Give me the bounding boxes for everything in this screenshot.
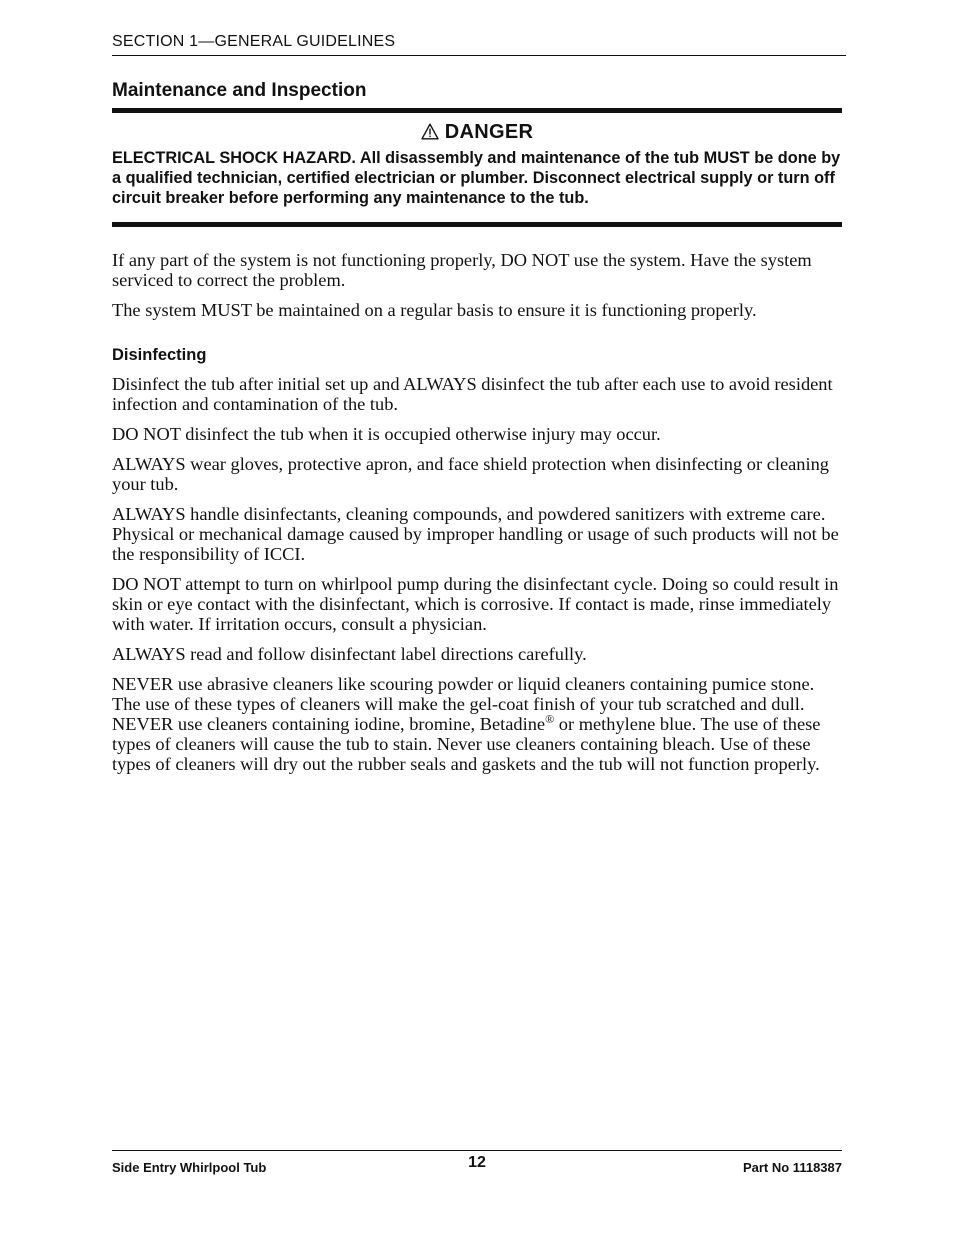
- intro-paragraph: If any part of the system is not functioning properly, DO NOT use the system. Have the system serviced to correct the problem.: [112, 250, 812, 290]
- warning-triangle-icon: [421, 123, 439, 140]
- footer-product-name: Side Entry Whirlpool Tub: [112, 1160, 267, 1175]
- page-footer: [112, 1150, 842, 1181]
- disinfecting-paragraph: ALWAYS read and follow disinfectant label directions carefully.: [112, 644, 587, 664]
- cleaner-warning-text-start: NEVER use abrasive cleaners like scouring powder or liquid cleaners containing pumice stone. The use of these types of cleaners will make the gel-coat finish of your tub scratched and dull. NEVER use cleaners containing iodine, bromine, Betadine: [112, 674, 815, 734]
- intro-paragraph: The system MUST be maintained on a regular basis to ensure it is functioning properly.: [112, 300, 757, 320]
- running-head: SECTION 1—GENERAL GUIDELINES: [112, 32, 846, 56]
- disinfecting-heading: Disinfecting: [112, 346, 207, 364]
- body-content: [112, 250, 842, 784]
- disinfecting-paragraph: DO NOT attempt to turn on whirlpool pump during the disinfectant cycle. Doing so could result in skin or eye contact with the disinfectant, which is corrosive. If contact is made, rinse immediately with water. If irritation occurs, consult a physician.: [112, 574, 839, 634]
- danger-heading: [112, 120, 842, 144]
- cleaner-warning-paragraph: [112, 674, 842, 774]
- disinfecting-paragraph: ALWAYS wear gloves, protective apron, and face shield protection when disinfecting or cleaning your tub.: [112, 454, 830, 494]
- footer-part-number: Part No 1118387: [742, 1160, 842, 1175]
- disinfecting-paragraph: Disinfect the tub after initial set up and ALWAYS disinfect the tub after each use to avoid resident infection and contamination of the tub.: [112, 374, 833, 414]
- page-number: 12: [468, 1154, 486, 1171]
- section-title: Maintenance and Inspection: [112, 80, 367, 101]
- disinfecting-paragraph: DO NOT disinfect the tub when it is occupied otherwise injury may occur.: [112, 424, 661, 444]
- disinfecting-paragraph: ALWAYS handle disinfectants, cleaning compounds, and powdered sanitizers with extreme care. Physical or mechanical damage caused by improper handling or usage of such products will not be the responsibility of ICCI.: [112, 504, 839, 564]
- registered-mark: ®: [545, 711, 555, 726]
- cleaner-warning-text-end: or methylene blue. The use of these types of cleaners will cause the tub to stain. Never use cleaners containing bleach. Use of these types of cleaners will dry out the rubber seals and gaskets and the tub will not function properly.: [112, 714, 821, 774]
- danger-heading-label: DANGER: [444, 121, 534, 143]
- danger-text: ELECTRICAL SHOCK HAZARD. All disassembly and maintenance of the tub MUST be done by a qualified technician, certified electrician or plumber. Disconnect electrical supply or turn off circuit breaker before performing any maintenance to the tub.: [112, 149, 841, 207]
- danger-callout: [112, 108, 842, 227]
